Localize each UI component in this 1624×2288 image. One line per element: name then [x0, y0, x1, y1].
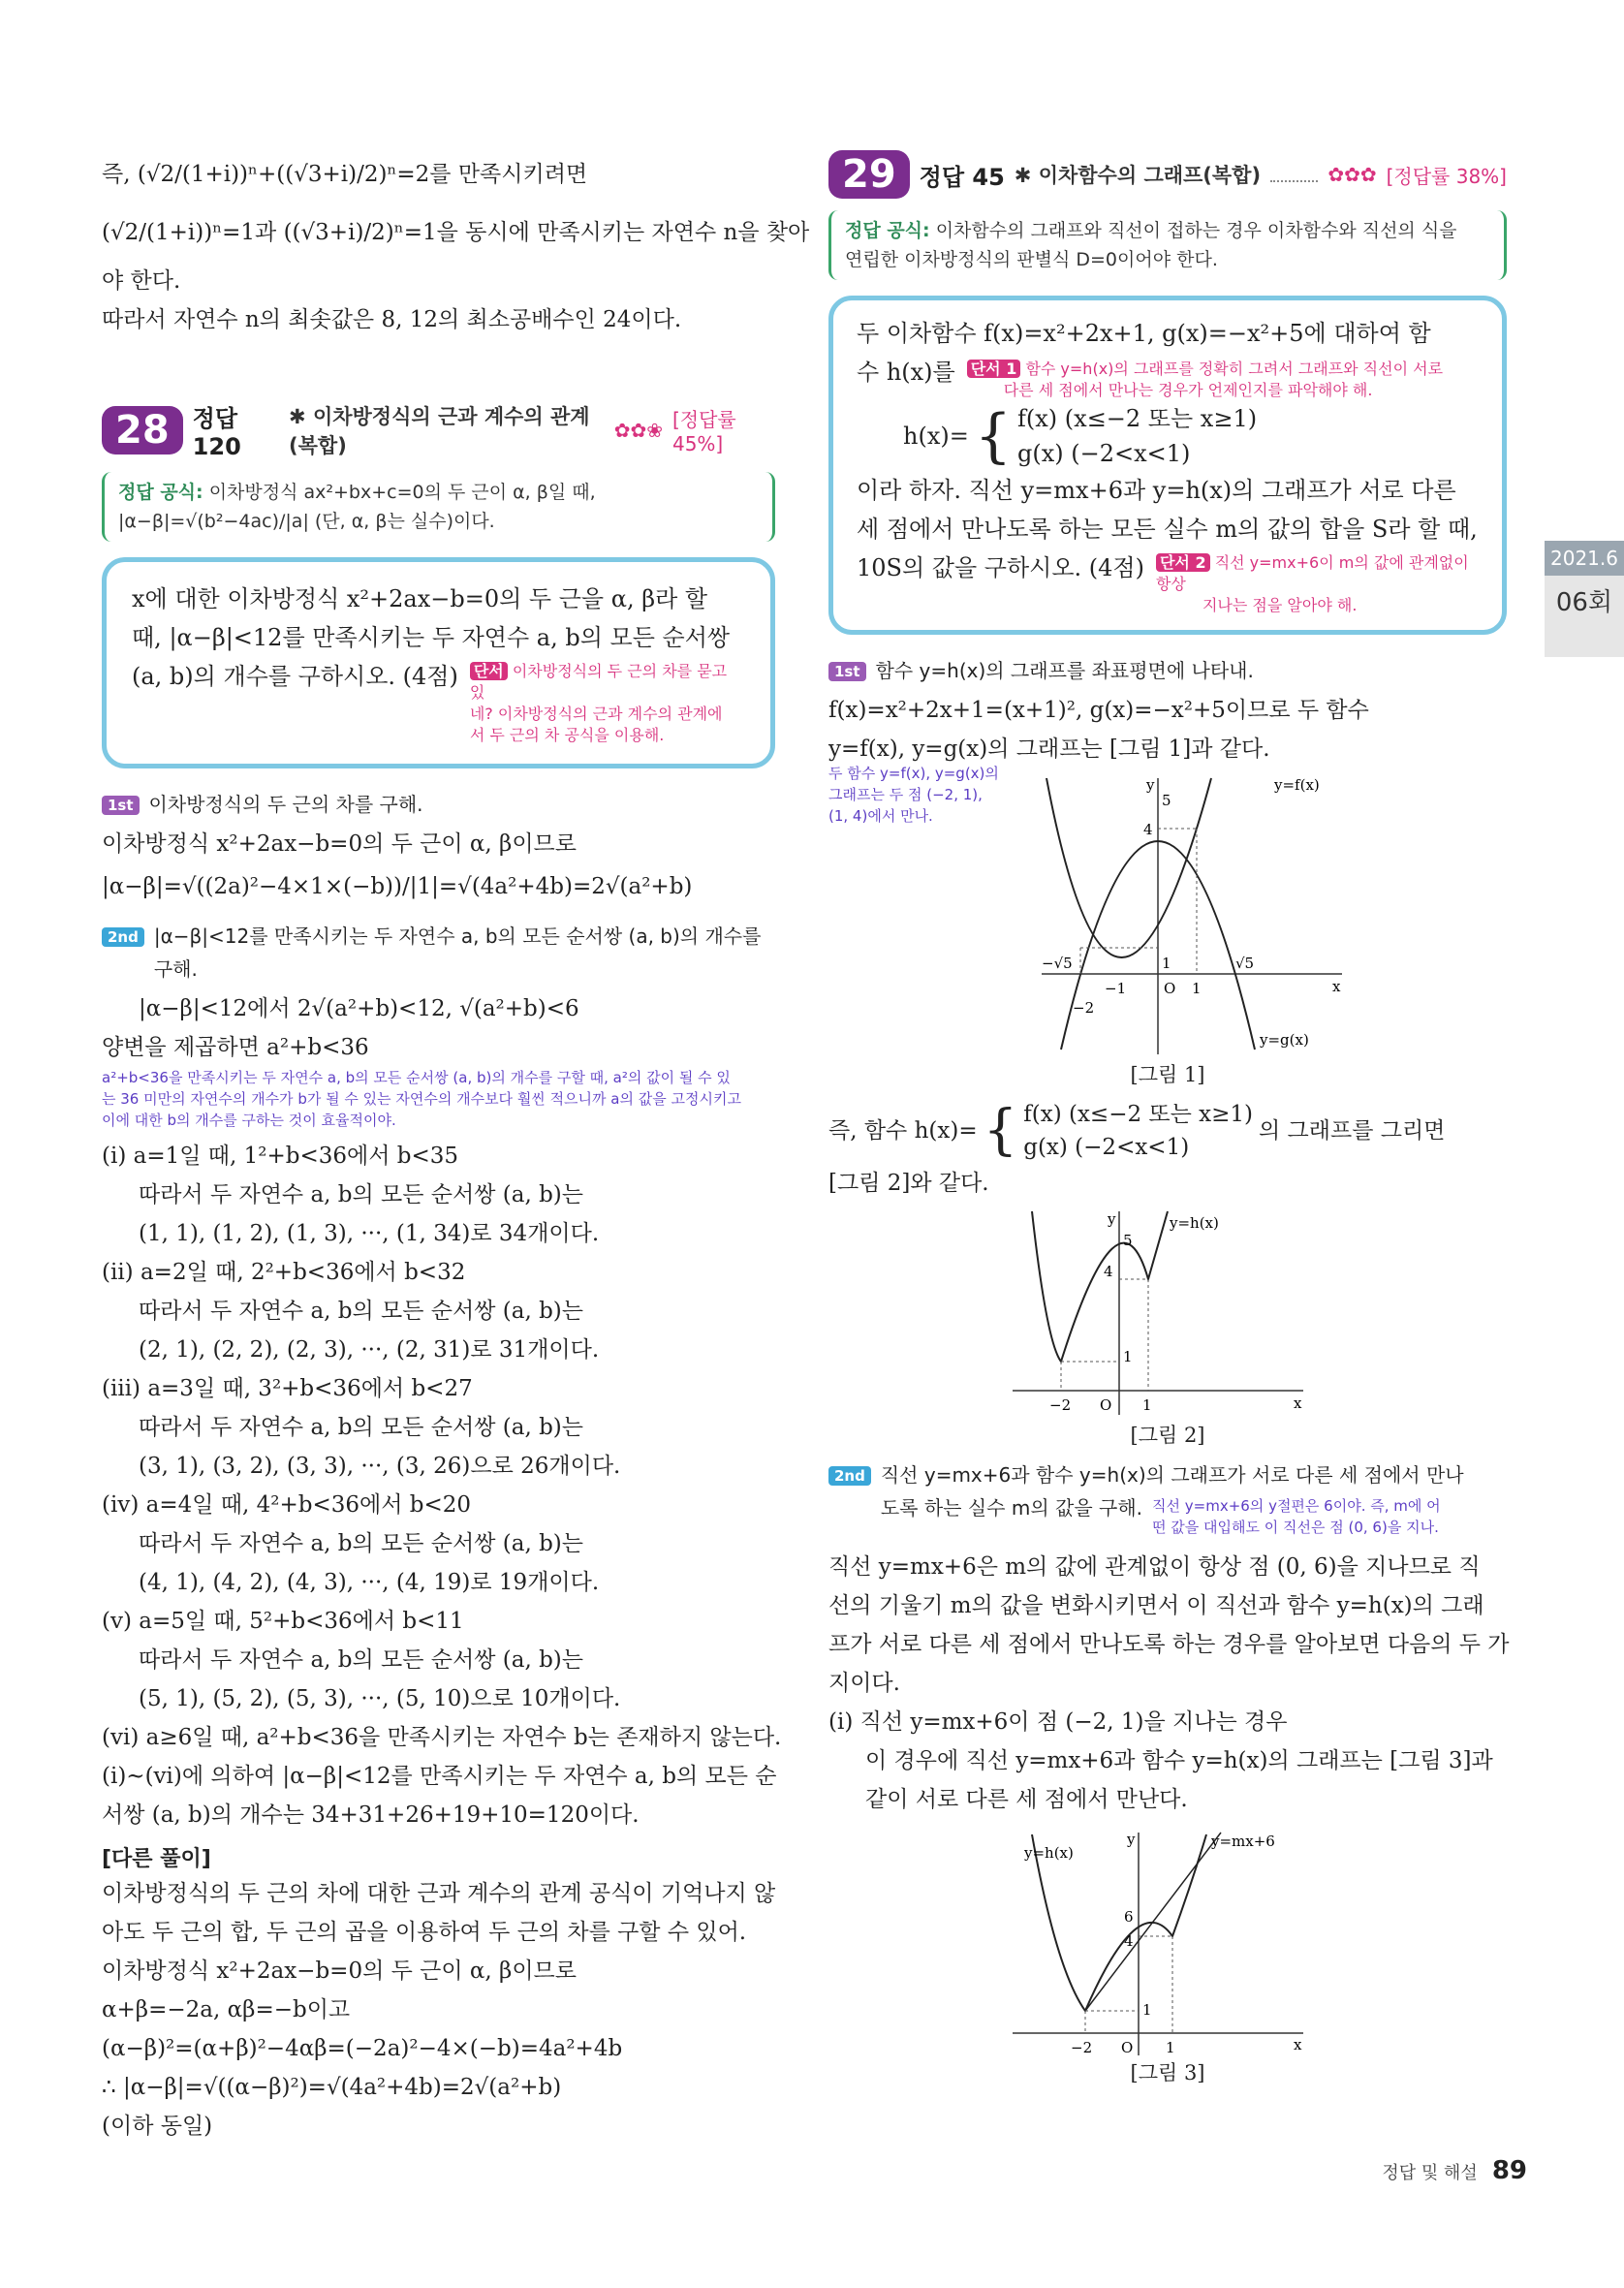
problem-line: 수 h(x)를	[857, 359, 955, 386]
problem-box	[828, 296, 1507, 635]
tick-x1: 1	[1142, 1396, 1152, 1414]
label-line: y=mx+6	[1211, 1833, 1275, 1850]
note-line: 그래프는 두 점 (−2, 1),	[828, 786, 983, 803]
alt-line: (α−β)²=(α+β)²−4αβ=(−2a)²−4×(−b)=4a²+4b	[102, 2036, 623, 2061]
figure-caption: [그림 3]	[1130, 2061, 1205, 2084]
intro-line: (√2/(1+i))ⁿ=1과 ((√3+i)/2)ⁿ=1을 동시에 만족시키는 자연수 n을 찾아	[102, 220, 810, 245]
line-mx6	[1085, 1833, 1221, 2011]
case-line: 따라서 두 자연수 a, b의 모든 순서쌍 (a, b)는	[139, 1415, 583, 1440]
hint-tag: 단서 2	[1156, 553, 1210, 572]
figure-1-area	[828, 765, 1507, 1059]
piece-bottom: g(x) (−2<x<1)	[1023, 1135, 1190, 1160]
topic-label: ✱ 이차함수의 그래프(복합)	[1014, 164, 1262, 187]
case-head: (ⅴ) a=5일 때, 5²+b<36에서 b<11	[102, 1609, 464, 1634]
note-line: 두 함수 y=f(x), y=g(x)의	[828, 765, 999, 782]
problem-line: 세 점에서 만나도록 하는 모든 실수 m의 값의 합을 S라 할 때,	[857, 516, 1478, 543]
correct-rate: [정답률 38%]	[1386, 164, 1507, 188]
solution-line: 선의 기울기 m의 값을 변화시키면서 이 직선과 함수 y=h(x)의 그래	[828, 1593, 1484, 1618]
difficulty-stars: ✿✿✿	[1327, 163, 1377, 186]
curve-f	[1046, 778, 1211, 957]
step-1	[102, 788, 775, 821]
formula-line: |α−β|=√(b²−4ac)/|a| (단, α, β는 실수)이다.	[118, 511, 495, 532]
axis-x-label: x	[1332, 978, 1341, 995]
alt-line: 아도 두 근의 합, 두 근의 곱을 이용하여 두 근의 차를 구할 수 있어.	[102, 1920, 747, 1945]
note-line: (1, 4)에서 만나.	[828, 807, 933, 825]
case-line: 같이 서로 다른 세 점에서 만난다.	[865, 1787, 1188, 1812]
alt-line: ∴ |α−β|=√((α−β)²)=√(4a²+4b)=2√(a²+b)	[102, 2075, 562, 2100]
axis-y-label: y	[1108, 1210, 1116, 1228]
solution-line: 이차방정식 x²+2ax−b=0의 두 근이 α, β이므로	[102, 831, 577, 857]
intro-line: 야 한다.	[102, 268, 181, 294]
figure-caption: [그림 2]	[1130, 1424, 1205, 1447]
figure-caption: [그림 1]	[1130, 1063, 1205, 1086]
problem-line: 두 이차함수 f(x)=x²+2x+1, g(x)=−x²+5에 대하여 함	[857, 320, 1431, 347]
hint-line: 다른 세 점에서 만나는 경우가 언제인지를 파악해야 해.	[1003, 381, 1373, 399]
tick-neg2: −2	[1071, 2039, 1093, 2056]
solution-line: |α−β|=√((2a)²−4×1×(−b))/|1|=√(4a²+4b)=2√(a²+b)	[102, 874, 693, 899]
exam-year: 2021.6	[1545, 541, 1624, 576]
label-f: y=f(x)	[1274, 776, 1320, 794]
solution-line: f(x)=x²+2x+1=(x+1)², g(x)=−x²+5이므로 두 함수	[828, 698, 1369, 723]
case-head: (ⅲ) a=3일 때, 3²+b<36에서 b<27	[102, 1376, 473, 1401]
figure-2-graph	[1013, 1207, 1323, 1420]
right-column	[828, 150, 1510, 2096]
solution-line	[828, 1098, 1507, 1164]
case-4	[102, 1486, 775, 1602]
alt-line: 이차방정식의 두 근의 차에 대한 근과 계수의 관계 공식이 기억나지 않	[102, 1881, 776, 1906]
conclusion-line: 서쌍 (a, b)의 개수는 34+31+26+19+10=120이다.	[102, 1802, 640, 1828]
piece-bottom: g(x) (−2<x<1)	[1017, 440, 1191, 467]
hint-tag: 단서 1	[967, 360, 1021, 378]
solution-line: [그림 2]와 같다.	[828, 1171, 989, 1196]
problem-line: 이라 하자. 직선 y=mx+6과 y=h(x)의 그래프가 서로 다른	[857, 477, 1456, 504]
tick-root5: √5	[1235, 955, 1255, 972]
q29-header	[828, 150, 1507, 199]
correct-rate: [정답률 45%]	[671, 408, 736, 455]
case-head: (ⅳ) a=4일 때, 4²+b<36에서 b<20	[102, 1492, 471, 1518]
answer-formula	[102, 472, 775, 542]
tick-4: 4	[1124, 1932, 1134, 1950]
hint-line: 서 두 근의 차 공식을 이용해.	[469, 726, 665, 744]
intro-line: 따라서 자연수 n의 최솟값은 8, 12의 최소공배수인 24이다.	[102, 307, 682, 332]
case-2	[102, 1253, 775, 1369]
case-line: 따라서 두 자연수 a, b의 모든 순서쌍 (a, b)는	[139, 1299, 583, 1324]
label-h: y=h(x)	[1170, 1214, 1219, 1232]
exam-session: 06회	[1555, 588, 1613, 617]
origin-label: O	[1100, 1396, 1112, 1414]
footer-label: 정답 및 해설	[1382, 2163, 1478, 2183]
note-line: 직선 y=mx+6의 y절편은 6이야. 즉, m에 어	[1152, 1497, 1441, 1515]
case-line: 이 경우에 직선 y=mx+6과 함수 y=h(x)의 그래프는 [그림 3]과	[865, 1748, 1493, 1773]
solution-line: 양변을 제곱하면 a²+b<36	[102, 1035, 369, 1060]
solution-line: 직선 y=mx+6은 m의 값에 관계없이 항상 점 (0, 6)을 지나므로 직	[828, 1554, 1481, 1580]
solution-line: 지이다.	[828, 1671, 900, 1696]
answer-label: 정답 45	[919, 163, 1005, 191]
case-line: (5, 1), (5, 2), (5, 3), ···, (5, 10)으로 10개이다.	[139, 1686, 621, 1711]
case-line: (4, 1), (4, 2), (4, 3), ···, (4, 19)로 19개이다.	[139, 1570, 600, 1595]
alt-solution-title: [다른 풀이]	[102, 1847, 211, 1871]
formula-line: 이차함수의 그래프와 직선이 접하는 경우 이차함수와 직선의 식을	[935, 220, 1457, 241]
tick-5: 5	[1162, 792, 1171, 809]
note-line: 이에 대한 b의 개수를 구하는 것이 효율적이야.	[102, 1112, 396, 1129]
side-note	[102, 1067, 775, 1131]
exam-session-tab	[1545, 541, 1624, 657]
solution-line: y=f(x), y=g(x)의 그래프는 [그림 1]과 같다.	[828, 737, 1270, 762]
tick-neg2: −2	[1049, 1396, 1072, 1414]
answer-label: 정답 120	[192, 405, 241, 460]
label-g: y=g(x)	[1260, 1031, 1309, 1049]
step-1	[828, 654, 1507, 687]
note-line: 떤 값을 대입해도 이 직선은 점 (0, 6)을 지나.	[1152, 1519, 1439, 1536]
conclusion-line: (ⅰ)~(ⅵ)에 의하여 |α−β|<12를 만족시키는 두 자연수 a, b의 모든 순	[102, 1764, 777, 1789]
text: 의 그래프를 그리면	[1259, 1118, 1446, 1144]
leader-dots	[1270, 167, 1318, 182]
brace: {	[974, 402, 1013, 470]
tick-1: 1	[1142, 2001, 1152, 2019]
step-title: |α−β|<12를 만족시키는 두 자연수 a, b의 모든 순서쌍 (a, b)의 개수를 구해.	[153, 925, 762, 981]
formula-line: 이차방정식 ax²+bx+c=0의 두 근이 α, β일 때,	[208, 482, 596, 503]
solution-line: |α−β|<12에서 2√(a²+b)<12, √(a²+b)<6	[139, 996, 579, 1021]
note-line: a²+b<36을 만족시키는 두 자연수 a, b의 모든 순서쌍 (a, b)의 개수를 구할 때, a²의 값이 될 수 있	[102, 1069, 731, 1086]
hint-line: 지나는 점을 알아야 해.	[1202, 596, 1358, 614]
left-column	[102, 145, 810, 2146]
label-h: y=h(x)	[1024, 1844, 1074, 1862]
tick-1: 1	[1162, 955, 1171, 972]
problem-line: (a, b)의 개수를 구하시오. (4점)	[132, 663, 458, 690]
tick-neg-root5: −√5	[1042, 955, 1073, 972]
q28-header	[102, 399, 775, 460]
tick-4: 4	[1143, 821, 1153, 838]
note-line: 는 36 미만의 자연수의 개수가 b가 될 수 있는 자연수의 개수보다 훨씬 적으니까 a의 값을 고정시키고	[102, 1090, 741, 1108]
problem-line: 10S의 값을 구하시오. (4점)	[857, 554, 1144, 581]
hint-line: 직선 y=mx+6이 m의 값에 관계없이 항상	[1155, 553, 1469, 593]
piece-top: f(x) (x≤−2 또는 x≥1)	[1023, 1102, 1254, 1127]
step-tag: 1st	[828, 662, 866, 681]
alt-line: 이차방정식 x²+2ax−b=0의 두 근이 α, β이므로	[102, 1959, 577, 1984]
case-3	[102, 1369, 775, 1486]
case-line: (3, 1), (3, 2), (3, 3), ···, (3, 26)으로 26개이다.	[139, 1454, 621, 1479]
formula-line: 연립한 이차방정식의 판별식 D=0이어야 한다.	[845, 249, 1218, 270]
question-number: 29	[828, 150, 910, 199]
figure-note	[828, 763, 999, 827]
problem-line: 때, |α−β|<12를 만족시키는 두 자연수 a, b의 모든 순서쌍	[132, 624, 731, 651]
page-number: 89	[1491, 2156, 1527, 2185]
tick-x1: 1	[1192, 980, 1202, 997]
case-head: (ⅱ) a=2일 때, 2²+b<36에서 b<32	[102, 1260, 466, 1285]
case-1	[102, 1137, 775, 1253]
problem-box	[102, 557, 775, 768]
case-line: 따라서 두 자연수 a, b의 모든 순서쌍 (a, b)는	[139, 1647, 583, 1673]
tick-1: 1	[1123, 1348, 1133, 1365]
step-title: 직선 y=mx+6과 함수 y=h(x)의 그래프가 서로 다른 세 점에서 만나	[880, 1463, 1464, 1487]
hint-tag: 단서	[470, 662, 508, 680]
alt-line: α+β=−2a, αβ=−b이고	[102, 1997, 351, 2022]
origin-label: O	[1121, 2039, 1134, 2056]
question-number: 28	[102, 406, 183, 454]
piece-name: h(x)=	[903, 423, 969, 450]
hint-line: 함수 y=h(x)의 그래프를 정확히 그려서 그래프와 직선이 서로	[1025, 360, 1444, 378]
formula-label: 정답 공식:	[118, 482, 203, 503]
origin-label: O	[1164, 980, 1176, 997]
step-2	[828, 1458, 1507, 1544]
axis-x-label: x	[1294, 1395, 1302, 1412]
tick-neg1: −1	[1105, 980, 1127, 997]
solution-line: 프가 서로 다른 세 점에서 만나도록 하는 경우를 알아보면 다음의 두 가	[828, 1632, 1510, 1657]
figure-3-graph	[1013, 1825, 1323, 2057]
problem-line: x에 대한 이차방정식 x²+2ax−b=0의 두 근을 α, β라 할	[132, 585, 708, 612]
case-line: 따라서 두 자연수 a, b의 모든 순서쌍 (a, b)는	[139, 1531, 583, 1556]
case-head: (ⅰ) a=1일 때, 1²+b<36에서 b<35	[102, 1144, 458, 1169]
hint-line: 이차방정식의 두 근의 차를 묻고 있	[469, 662, 728, 702]
text: 즉, 함수 h(x)=	[828, 1118, 978, 1144]
step-title: 함수 y=h(x)의 그래프를 좌표평면에 나타내.	[875, 659, 1254, 682]
case-line: (2, 1), (2, 2), (2, 3), ···, (2, 31)로 31개이다.	[139, 1337, 600, 1363]
hint-line: 네? 이차방정식의 근과 계수의 관계에	[469, 705, 723, 723]
topic-label: ✱ 이차방정식의 근과 계수의 관계(복합)	[289, 404, 590, 457]
case-line: 따라서 두 자연수 a, b의 모든 순서쌍 (a, b)는	[139, 1182, 583, 1207]
tick-neg2: −2	[1073, 999, 1095, 1017]
curve-h	[1032, 1211, 1168, 1362]
axis-x-label: x	[1294, 2036, 1302, 2053]
side-note	[1152, 1495, 1441, 1538]
axis-y-label: y	[1146, 776, 1155, 794]
step-tag: 1st	[102, 796, 140, 815]
formula-label: 정답 공식:	[845, 220, 930, 241]
difficulty-stars: ✿✿❀	[613, 418, 663, 442]
step-tag: 2nd	[102, 927, 144, 947]
hint-note	[470, 661, 745, 746]
step-tag: 2nd	[828, 1466, 871, 1486]
step-title: 도록 하는 실수 m의 값을 구해.	[880, 1496, 1143, 1520]
case-6: (ⅵ) a≥6일 때, a²+b<36을 만족시키는 자연수 b는 존재하지 않는다.	[102, 1725, 782, 1750]
step-2	[102, 920, 775, 986]
case-line: (1, 1), (1, 2), (1, 3), ···, (1, 34)로 34개이다.	[139, 1221, 600, 1246]
axis-y-label: y	[1127, 1831, 1136, 1848]
piece-top: f(x) (x≤−2 또는 x≥1)	[1017, 405, 1258, 432]
tick-x1: 1	[1166, 2039, 1175, 2056]
tick-6: 6	[1124, 1908, 1134, 1926]
intro-line: 즉, (√2/(1+i))ⁿ+((√3+i)/2)ⁿ=2를 만족시키려면	[102, 162, 588, 187]
brace: {	[983, 1099, 1018, 1162]
tick-5: 5	[1123, 1232, 1133, 1249]
figure-1-graph	[1042, 768, 1352, 1059]
hint-note	[1156, 552, 1479, 616]
case-5	[102, 1602, 775, 1718]
hint-note	[967, 359, 1443, 401]
page-footer	[1382, 2156, 1527, 2185]
alt-line: (이하 동일)	[102, 2114, 213, 2139]
case-head: (ⅰ) 직선 y=mx+6이 점 (−2, 1)을 지나는 경우	[828, 1709, 1288, 1735]
tick-4: 4	[1104, 1263, 1113, 1280]
step-title: 이차방정식의 두 근의 차를 구해.	[148, 793, 423, 816]
answer-formula	[828, 210, 1507, 280]
piecewise-def	[857, 401, 1479, 471]
